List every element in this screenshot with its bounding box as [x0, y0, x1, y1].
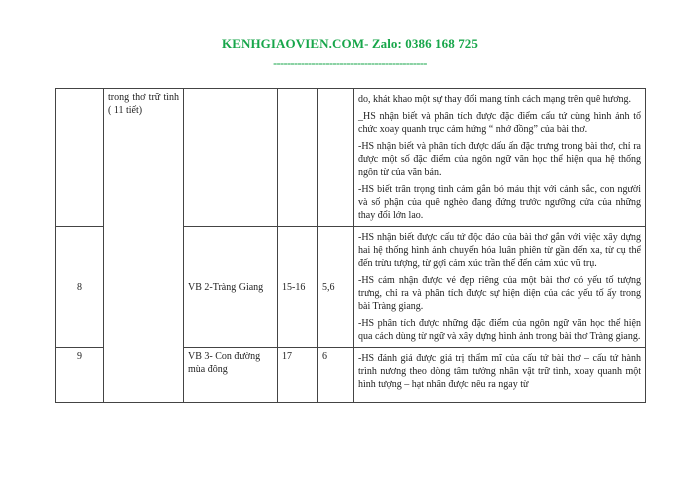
periods-cell: 15-16 [278, 227, 318, 348]
periods-cell: 17 [278, 348, 318, 403]
outcomes-cell [354, 227, 646, 348]
lesson-cell [104, 89, 184, 403]
outcome-text: -HS biết trân trọng tình cảm gắn bó máu thịt với cảnh sắc, con người và số phận của quê nghèo đang đứng trước ngưỡng cửa của những thay đổi lớn lao. [358, 184, 641, 221]
weeks-cell: 5,6 [318, 227, 354, 348]
curriculum-table [55, 88, 646, 403]
weeks-cell [318, 89, 354, 227]
outcomes-cell [354, 348, 646, 403]
number-cell: 9 [56, 348, 104, 403]
outcome-text: -HS cảm nhận được vẻ đẹp riêng của một bài thơ có yếu tố tượng trưng, chỉ ra và phân tích được sự hiện diện của các yếu tố ấy trong bài Tràng giang. [358, 275, 641, 312]
outcome-text: -HS nhận biết được cấu tứ độc đáo của bài thơ gắn với việc xây dựng hai hệ thống hình ảnh chuyển hóa luân phiên từ gần đến xa, từ cụ thể đến trừu tượng, từ gợi cảm xúc trần thế đến cảm xúc vũ trụ. [358, 232, 641, 269]
table-row [56, 89, 646, 227]
header-rule: -------------------------------------------- [273, 56, 427, 70]
periods-cell [278, 89, 318, 227]
outcome-text: -HS đánh giá được giá trị thẩm mĩ của cấu tứ bài thơ – cấu tứ hành trình nương theo dòng tâm tưởng nhân vật trữ tình, xoay quanh một hình tượng – hạt nhân được nêu ra ngay từ [358, 353, 641, 390]
outcome-text: -HS phân tích được những đặc điểm của ngôn ngữ văn học thể hiện qua cách dùng từ ngữ và xây dựng hình ảnh trong bài thơ Tràng giang. [358, 318, 641, 342]
outcomes-cell [354, 89, 646, 227]
title-cell: VB 3- Con đường mùa đông [184, 348, 278, 403]
number-cell [56, 89, 104, 227]
outcome-text: -HS nhận biết và phân tích được dấu ấn đặc trưng trong bài thơ, chỉ ra được một số đặc điểm của ngôn ngữ văn học thể hiện qua hệ thống ngôn từ của văn bản. [358, 141, 641, 178]
site-header: KENHGIAOVIEN.COM- Zalo: 0386 168 725 [221, 36, 479, 51]
lesson-title: trong thơ trữ tình ( 11 tiết) [108, 92, 179, 116]
outcome-text: _HS nhận biết và phân tích được đặc điểm cấu tứ cùng hình ảnh tổ chức xoay quanh trục cảm hứng “ nhớ đồng” của bài thơ. [358, 111, 641, 135]
title-cell: VB 2-Tràng Giang [184, 227, 278, 348]
outcome-text: do, khát khao một sự thay đổi mang tính cách mạng trên quê hương. [358, 94, 632, 105]
title-cell [184, 89, 278, 227]
number-cell: 8 [56, 227, 104, 348]
weeks-cell: 6 [318, 348, 354, 403]
